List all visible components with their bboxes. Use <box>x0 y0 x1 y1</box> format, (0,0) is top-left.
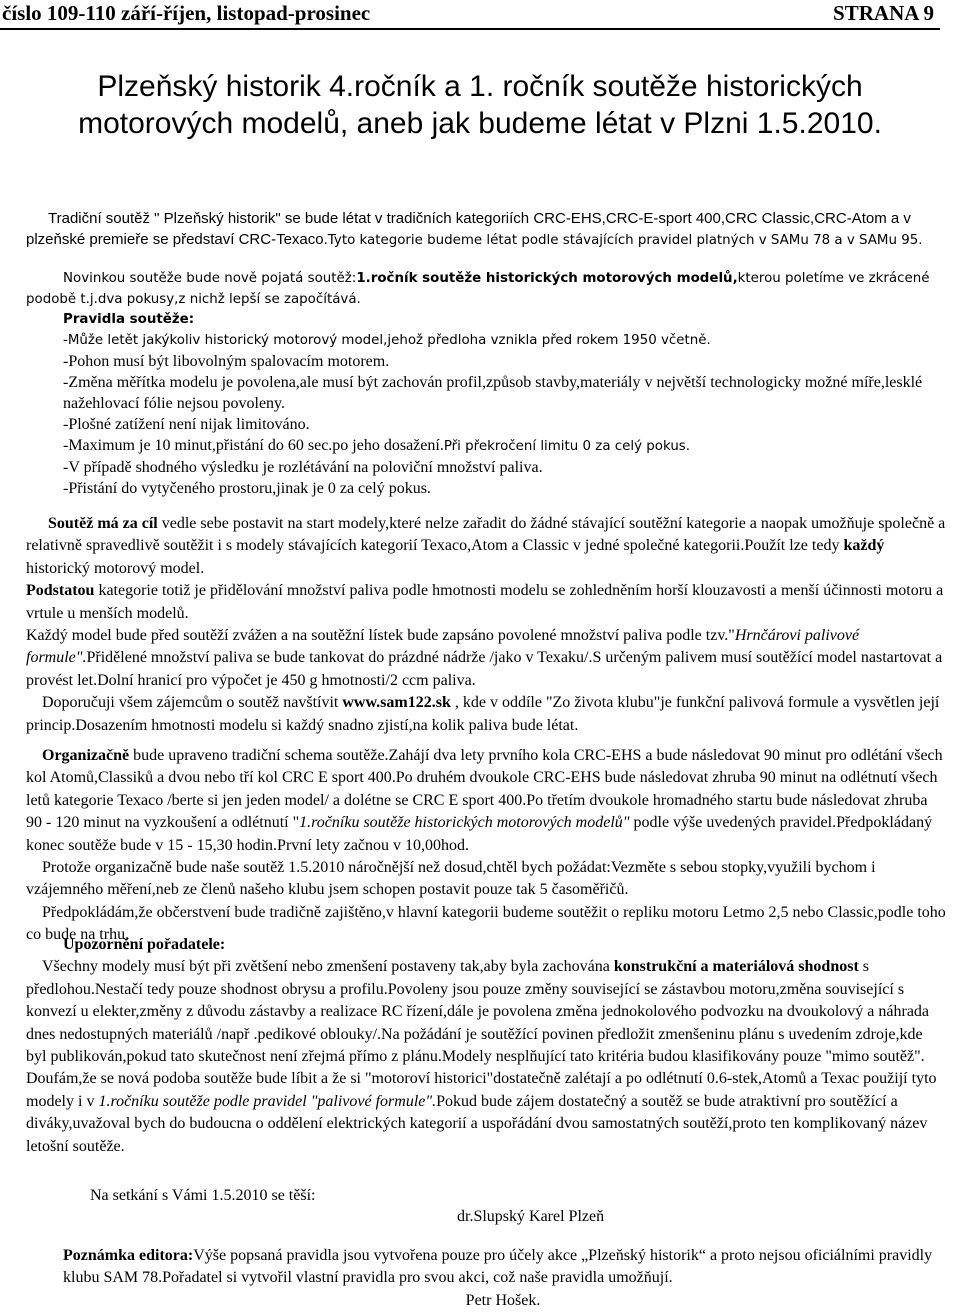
article-title <box>0 68 960 142</box>
rule-item: -Přistání do vytyčeného prostoru,jinak je 0 za celý pokus. <box>63 480 431 497</box>
essence-paragraph: Podstatou kategorie totiž je přidělování množství paliva podle hmotnosti modelu se zohledněním horší klouzavosti a menší účinnosti motoru a vrtule u menších modelů. <box>26 582 944 622</box>
refreshment-paragraph: Předpokládám,že občerstvení bude tradičně zajištěno,v hlavní kategorii budeme soutěžit o repliku motoru Letmo 2,5 nebo Classic,podle toho co bude na trhu. <box>26 903 946 944</box>
editor-note: Poznámka editora:Výše popsaná pravidla jsou vytvořena pouze pro účely akce „Plzeňský historik“ a proto nejsou oficiálními pravidly klubu SAM 78.Pořadatel si vytvořil vlastní pravidla pro svou akci, což naše pravidla umožňují. Petr Hošek. <box>63 1245 943 1312</box>
goal-section <box>26 513 946 737</box>
page-number: STRANA 9 <box>833 1 934 25</box>
organization-section <box>26 745 946 947</box>
notice-paragraph: Všechny modely musí být při zvětšení nebo zmenšení postaveny tak,aby byla zachována konstrukční a materiálová shodnost s předlohou.Nestačí tedy pouze shodnost obrysu a profilu.Povoleny jsou pouze změny související se zástavbou motoru,změna související s konvezí u elekter,změny z důvodu zástavby a realizace RC řízení,dále je povolena změna jednokolového podvozku na dvoukolový a náhrada dnes nedostupných materiálů /např .pedikové oblouky/.Na požádání je soutěžící povinen předložit zmenšeninu plánu s uvedením zdroje,kde byl publikován,pokud tato skutečnost není zřejmá přímo z plánu.Modely nesplňující tato kritéria budou klasifikovány pouze "mimo soutěž". <box>26 958 930 1066</box>
rule-item: -V případě shodného výsledku je rozlétávání na poloviční množství paliva. <box>63 459 543 476</box>
recommendation-paragraph: Doporučuji všem zájemcům o soutěž navštívit www.sam122.sk , kde v oddíle "Zo života klubu"je funkční palivová formule a vysvětlen její princip.Dosazením hmotnosti modelu si každý snadno zjistí,na kolik paliva bude létat. <box>26 694 940 734</box>
hope-paragraph: Doufám,že se nová podoba soutěže bude líbit a že si "motoroví historici"dostatečně zalétají a po odlétnutí 0.6-stek,Atomů a Texac použijí tyto modely i v 1.ročníku soutěže podle pravidel "palivové formule".Pokud bude zájem dostatečný a soutěž se bude atraktivní pro soutěžící a diváky,uvažoval bych do budoucna o oddělení elektrických kategorií a uspořádání dvou samostatných soutěží,proto ten komplikovaný název letošní soutěže. <box>26 1070 937 1155</box>
title-line-2: motorových modelů, aneb jak budeme létat v Plzni 1.5.2010. <box>78 107 882 140</box>
notice-section <box>26 934 946 1158</box>
editor-author: Petr Hošek. <box>465 1291 541 1309</box>
editor-note-label: Poznámka editora: <box>63 1247 194 1264</box>
rule-item: -Může letět jakýkoliv historický motorový model,jehož předloha vznikla před rokem 1950 včetně. <box>63 333 711 348</box>
title-line-1: Plzeňský historik 4.ročník a 1. ročník soutěže historických <box>97 70 863 103</box>
signature: dr.Slupský Karel Plzeň <box>457 1208 605 1225</box>
weighing-paragraph: Každý model bude před soutěží zvážen a na soutěžní lístek bude zapsáno povolené množství paliva podle tzv."Hrnčárovi palivové formule".Přidělené množství paliva se bude tankovat do prázdné nádrže /jako v Texaku/.S určeným palivem musí soutěžící model nastartovat a provést let.Dolní hranicí pro výpočet je 450 g hmotnosti/2 ccm paliva. <box>26 627 943 689</box>
website-link: www.sam122.sk <box>342 694 451 712</box>
rule-item: -Maximum je 10 minut,přistání do 60 sec.po jeho dosažení.Při překročení limitu 0 za celý pokus. <box>63 437 691 454</box>
novelty-paragraph: Novinkou soutěže bude nově pojatá soutěž:1.ročník soutěže historických motorových modelů,kterou poletíme ve zkrácené podobě t.j.dva pokusy,z nichž lepší se započítává. <box>26 271 930 307</box>
rules-heading: Pravidla soutěže: <box>63 312 195 327</box>
rule-item: -Změna měřítka modelu je povolena,ale musí být zachován profil,způsob stavby,materiály v největší technologicky možné míře,lesklé nažehlovací fólie nejsou povoleny. <box>63 374 923 412</box>
rule-item: -Pohon musí být libovolným spalovacím motorem. <box>63 353 390 370</box>
organization-paragraph: Organizačně bude upraveno tradiční schema soutěže.Zahájí dva lety prvního kola CRC-EHS a bude následovat 90 minut pro odlétání všech kol Atomů,Classiků a dvou nebo tří kol CRC E sport 400.Po druhém dvoukole CRC-EHS bude následovat zhruba 90 minut na odlétnutí všech letů kategorie Texaco /berte si jen jeden model/ a dolétne se CRC E sport 400.Po třetím dvoukole hromadného startu bude následovat zhruba 90 - 120 minut na vyzkoušení a odlétnutí "1.ročníku soutěže historických motorových modelů" podle výše uvedených pravidel.Předpokládaný konec soutěže bude v 15 - 15,30 hodin.První lety začnou v 10,00hod. <box>26 747 943 854</box>
timekeeping-paragraph: Protože organizačně bude naše soutěž 1.5.2010 náročnější než dosud,chtěl bych požádat:Vezměte s sebou stopky,využili bychom i vzájemného měření,neb ze členů našeho klubu jsem schopen postavit pouze tak 5 časoměřičů. <box>26 859 876 899</box>
rules-section <box>63 309 953 499</box>
goal-paragraph: Soutěž má za cíl vedle sebe postavit na start modely,které nelze zařadit do žádné stávající soutěžní kategorie a naopak umožňuje společně a relativně spravedlivě soutěžit i s modely stávajících kategorií Texaco,Atom a Classic v jedné společné kategorii.Použít lze tedy každý historický motorový model. <box>26 515 946 577</box>
header-divider <box>0 28 940 30</box>
intro-paragraph: Tradiční soutěž " Plzeňský historik" se bude létat v tradičních kategoriích CRC-EHS,CRC-E-sport 400,CRC Classic,CRC-Atom a v plzeňské premieře se představí CRC-Texaco.Tyto kategorie budeme létat podle stávajících pravidel platných v SAMu 78 a v SAMu 95. <box>26 210 923 248</box>
notice-heading: Upozornění pořadatele: <box>63 936 226 953</box>
issue-label: číslo 109-110 září-říjen, listopad-prosinec <box>2 1 371 25</box>
page-header <box>0 0 960 28</box>
closing-greeting: Na setkání s Vámi 1.5.2010 se těší: <box>90 1187 316 1204</box>
rule-item: -Plošné zatížení není nijak limitováno. <box>63 416 310 433</box>
